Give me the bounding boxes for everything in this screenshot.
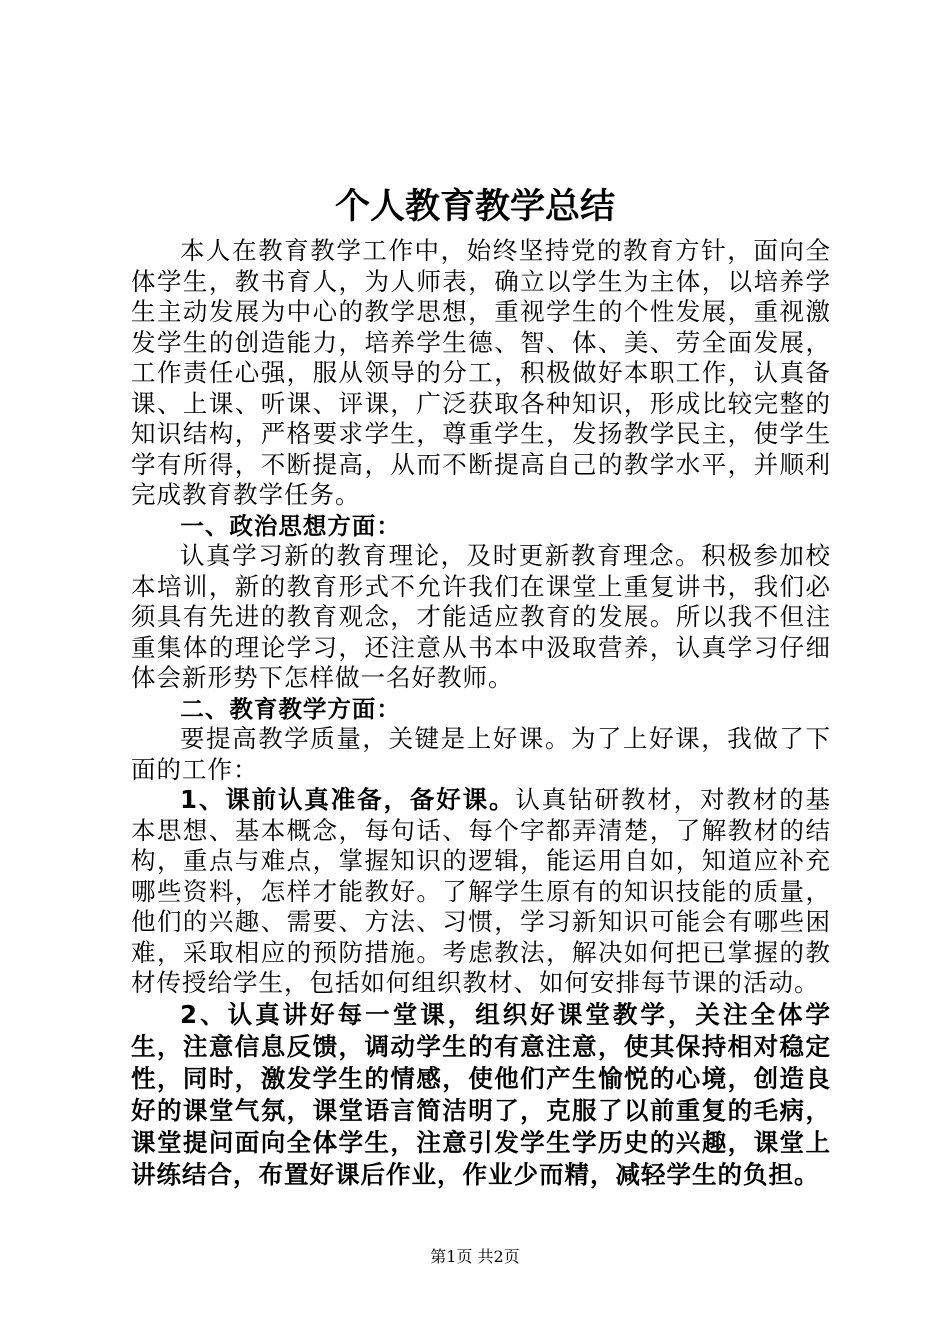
section-paragraph-teaching: 要提高教学质量，关键是上好课。为了上好课，我做了下面的工作： [131,724,831,784]
document-title: 个人教育教学总结 [334,186,615,227]
list-item-teach-lessons: 2、认真讲好每一堂课，组织好课堂教学，关注全体学生，注意信息反馈，调动学生的有意注意，使其保持相对稳定性，同时，激发学生的情感，使他们产生愉悦的心境，创造良好的课堂气氛，课堂语言简洁明了，克服了以前重复的毛病，课堂提问面向全体学生，注意引发学生学历史的兴趣，课堂上讲练结合，布置好课后作业，作业少而精，减轻学生的负担。 [131,999,831,1189]
list-item-prepare-lessons [131,785,831,999]
page-number: 第1页 共2页 [430,1247,520,1266]
list-item-lead: 1、课前认真准备，备好课。 [180,785,516,814]
section-heading-teaching: 二、教育教学方面： [180,694,401,723]
document-body [131,236,831,1191]
section-heading-politics: 一、政治思想方面： [180,511,401,540]
intro-paragraph: 本人在教育教学工作中，始终坚持党的教育方针，面向全体学生，教书育人，为人师表，确立以学生为主体，以培养学生主动发展为中心的教学思想，重视学生的个性发展，重视激发学生的创造能力，培养学生德、智、体、美、劳全面发展，工作责任心强，服从领导的分工，积极做好本职工作，认真备课、上课、听课、评课，广泛获取各种知识，形成比较完整的知识结构，严格要求学生，尊重学生，发扬教学民主，使学生学有所得，不断提高，从而不断提高自己的教学水平，并顺利完成教育教学任务。 [131,236,831,509]
section-paragraph-politics: 认真学习新的教育理论，及时更新教育理念。积极参加校本培训，新的教育形式不允许我们在课堂上重复讲书，我们必须具有先进的教育观念，才能适应教育的发展。所以我不但注重集体的理论学习，还注意从书本中汲取营养，认真学习仔细体会新形势下怎样做一名好教师。 [131,541,831,692]
list-item-text: 认真钻研教材，对教材的基本思想、基本概念，每句话、每个字都弄清楚，了解教材的结构，重点与难点，掌握知识的逻辑，能运用自如，知道应补充哪些资料，怎样才能教好。了解学生原有的知识技能的质量，他们的兴趣、需要、方法、习惯，学习新知识可能会有哪些困难，采取相应的预防措施。考虑教法，解决如何把已掌握的教材传授给学生，包括如何组织教材、如何安排每节课的活动。 [131,785,832,997]
